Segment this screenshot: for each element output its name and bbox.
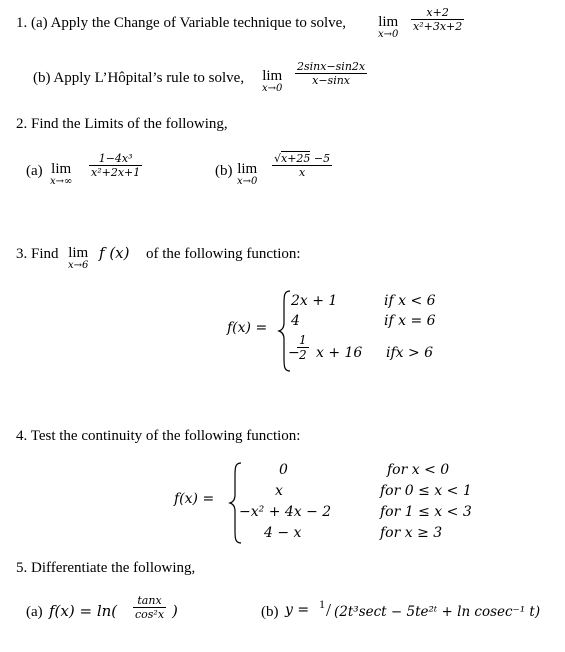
q2b-numerator <box>272 152 332 165</box>
q1a-lim-sub: x→0 <box>378 29 399 40</box>
q5b-label: (b) <box>261 604 279 620</box>
q2a-limit <box>50 161 72 187</box>
q2a-fraction <box>89 152 142 179</box>
q4-brace <box>229 462 243 544</box>
q3-case3-rest: x + 16 <box>316 345 363 361</box>
q5a-lhs: f(x) = ln( <box>49 602 118 620</box>
q5a-label: (a) <box>26 604 43 620</box>
q5b-one: 1 <box>319 597 325 611</box>
q2b-numerator-rest: −5 <box>310 152 331 165</box>
q4-case1-expr: 0 <box>279 462 288 478</box>
q4-case1-cond: for x < 0 <box>387 462 450 478</box>
q2a-numerator: 1−4x³ <box>98 152 133 165</box>
q3-limit <box>68 245 88 271</box>
q3-case2-cond: if x = 6 <box>384 313 436 329</box>
q4-text: 4. Test the continuity of the following function: <box>16 428 301 444</box>
q3-case3-numerator: 1 <box>299 333 307 347</box>
q1b-text: (b) Apply L’Hôpital’s rule to solve, <box>33 70 245 86</box>
q2b-denominator: x <box>272 165 332 179</box>
q3-case3-cond: ifx > 6 <box>386 345 434 361</box>
q4-lhs: f(x) = <box>174 491 215 507</box>
sqrt-symbol: √ <box>274 152 282 165</box>
q2a-lim-sub: x→∞ <box>50 176 73 187</box>
q1a-denominator: x²+3x+2 <box>413 20 463 33</box>
q1b-numerator: 2sinx−sin2x <box>297 60 366 73</box>
q2-text: 2. Find the Limits of the following, <box>16 116 228 132</box>
q3-text-b: of the following function: <box>146 246 301 262</box>
q2b-lim-sub: x→0 <box>237 176 258 187</box>
q5a-numerator: tanx <box>137 594 162 607</box>
q3-lim-sub: x→6 <box>68 260 89 271</box>
q3-case1-cond: if x < 6 <box>384 293 436 309</box>
q3-case3-sign: − <box>288 345 300 361</box>
q5a-fraction <box>133 594 166 621</box>
q5-text: 5. Differentiate the following, <box>16 560 196 576</box>
q3-case3-fraction <box>297 333 309 362</box>
q1b-lim-sub: x→0 <box>262 83 283 94</box>
q2b-radicand: x+25 <box>281 152 311 165</box>
q2b-label: (b) <box>215 163 233 179</box>
q1a-numerator: x+2 <box>426 6 449 19</box>
q4-case2-expr: x <box>275 483 283 499</box>
q1a-limit <box>378 14 398 40</box>
q5b-expr: (2t³sect − 5te²ᵗ + ln cosec⁻¹ t) <box>334 604 541 620</box>
q3-fx: f (x) <box>99 244 130 262</box>
q5a-close: ) <box>172 602 178 620</box>
q4-case3-expr: −x² + 4x − 2 <box>239 504 332 520</box>
q1b-limit <box>262 68 282 94</box>
q1b-denominator: x−sinx <box>295 73 367 87</box>
q4-case2-cond: for 0 ≤ x < 1 <box>380 483 472 499</box>
q5b-lhs: y = <box>285 602 310 618</box>
q3-text-a: 3. Find <box>16 246 59 262</box>
q1b-fraction <box>295 60 367 87</box>
q4-case3-cond: for 1 ≤ x < 3 <box>380 504 472 520</box>
q1a-fraction <box>411 6 464 33</box>
q2a-label: (a) <box>26 163 43 179</box>
q2b-fraction <box>272 152 332 179</box>
q2b-lim-word: lim <box>237 161 258 177</box>
q3-case3-denominator: 2 <box>299 348 307 362</box>
q1b-lim-word: lim <box>262 68 283 84</box>
q3-case1-expr: 2x + 1 <box>291 293 338 309</box>
q5b-slash: / <box>326 600 332 620</box>
q3-lhs: f(x) = <box>227 320 268 336</box>
q2b-limit <box>237 161 257 187</box>
q1a-text: 1. (a) Apply the Change of Variable technique to solve, <box>16 15 347 31</box>
q1a-lim-word: lim <box>378 14 399 30</box>
q4-case4-cond: for x ≥ 3 <box>380 525 443 541</box>
q3-lim-word: lim <box>68 245 89 261</box>
q3-case2-expr: 4 <box>291 313 300 329</box>
q2a-lim-word: lim <box>51 161 72 177</box>
q2a-denominator: x²+2x+1 <box>91 166 141 179</box>
q4-case4-expr: 4 − x <box>264 525 302 541</box>
q5a-denominator: cos²x <box>135 608 165 621</box>
